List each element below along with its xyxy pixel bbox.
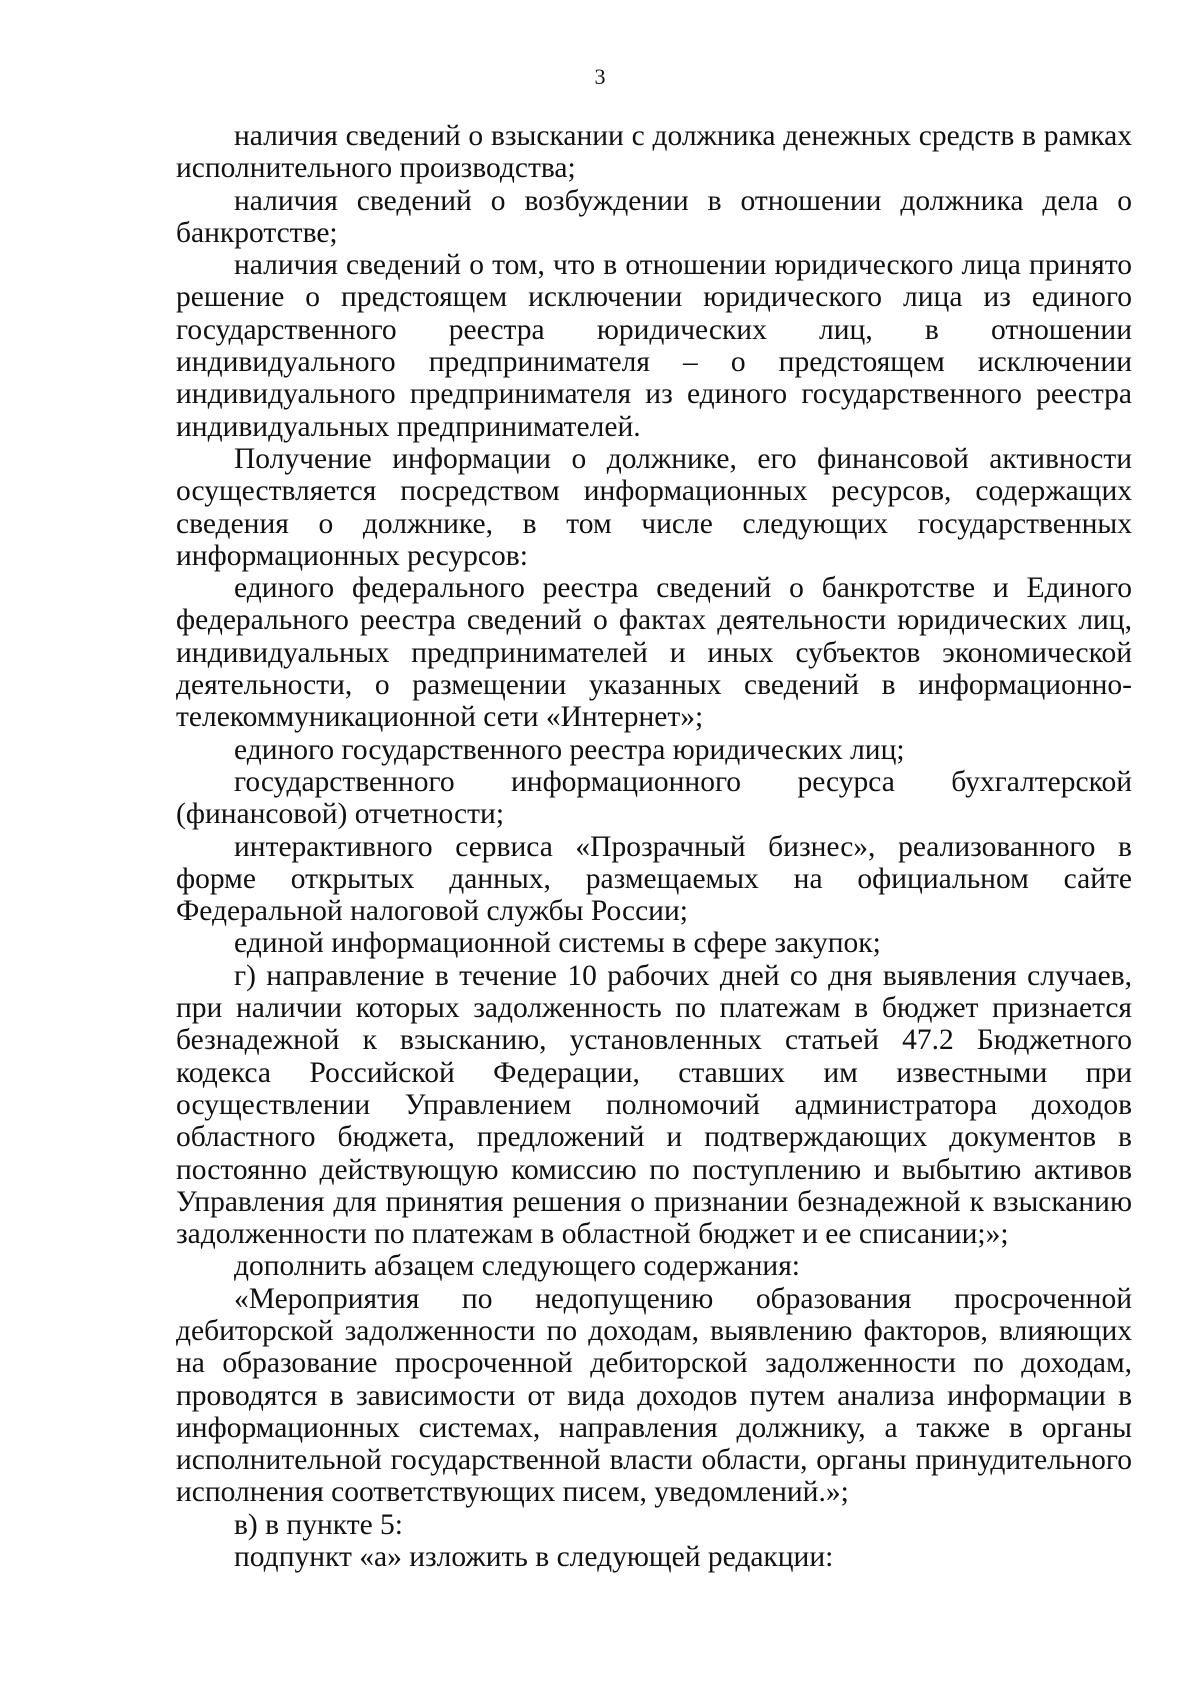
- paragraph-accounting-reports-resource: государственного информационного ресурса бухгалтерской (финансовой) отчетности;: [176, 765, 1132, 831]
- paragraph-point-5: в) в пункте 5:: [234, 1508, 404, 1541]
- paragraph-enforcement-proceedings: наличия сведений о взыскании с должника денежных средств в рамках исполнительного производства;: [176, 120, 1132, 185]
- paragraph-subitem-g: г) направление в течение 10 рабочих дней со дня выявления случаев, при наличии которых задолженность по платежам в бюджет признается безнадежной к взысканию, установленных статьей 47.2 Бюджетного кодекса Российской Федерации, ставших им известными при осуществлении Управлением полномочий администратора доходов областного бюджета, предложений и подтверждающих документов в постоянно действующую комиссию по поступлению и выбытию активов Управления для принятия решения о признании безнадежной к взысканию задолженности по платежам в областной бюджет и ее списании;»;: [176, 959, 1132, 1251]
- paragraph-procurement-system: единой информационной системы в сфере закупок;: [234, 927, 881, 960]
- paragraph-transparent-business: интерактивного сервиса «Прозрачный бизнес», реализованного в форме открытых данных, размещаемых на официальном сайте Федеральной налоговой службы России;: [176, 830, 1132, 928]
- paragraph-bankruptcy-registry: единого федерального реестра сведений о банкротстве и Единого федерального реестра сведений о фактах деятельности юридических лиц, индивидуальных предпринимателей и иных субъектов экономической деятельности, о размещении указанных сведений в информационно-телекоммуникационной сети «Интернет»;: [176, 572, 1132, 734]
- paragraph-measures-quote: «Мероприятия по недопущению образования просроченной дебиторской задолженности по доходам, выявлению факторов, влияющих на образование просроченной дебиторской задолженности по доходам, проводятся в зависимости от вида доходов путем анализа информации в информационных системах, направления должнику, а также в органы исполнительной государственной власти области, органы принудительного исполнения соответствующих писем, уведомлений.»;: [176, 1282, 1132, 1509]
- page-number: 3: [594, 64, 606, 89]
- paragraph-bankruptcy-case: наличия сведений о возбуждении в отношении должника дела о банкротстве;: [176, 184, 1132, 249]
- paragraph-legal-entities-registry: единого государственного реестра юридических лиц;: [234, 733, 905, 766]
- paragraph-add-clause: дополнить абзацем следующего содержания:: [234, 1250, 800, 1283]
- paragraph-subitem-a: подпункт «а» изложить в следующей редакции:: [234, 1541, 834, 1574]
- paragraph-registry-exclusion: наличия сведений о том, что в отношении юридического лица принято решение о предстоящем исключении юридического лица из единого государственного реестра юридических лиц, в отношении индивидуального предпринимателя – о предстоящем исключении индивидуального предпринимателя из единого государственного реестра индивидуальных предпринимателей.: [176, 249, 1132, 443]
- paragraph-information-resources: Получение информации о должнике, его финансовой активности осуществляется посредством информационных ресурсов, содержащих сведения о должнике, в том числе следующих государственных информационных ресурсов:: [176, 442, 1132, 572]
- document-body: [176, 120, 1132, 1573]
